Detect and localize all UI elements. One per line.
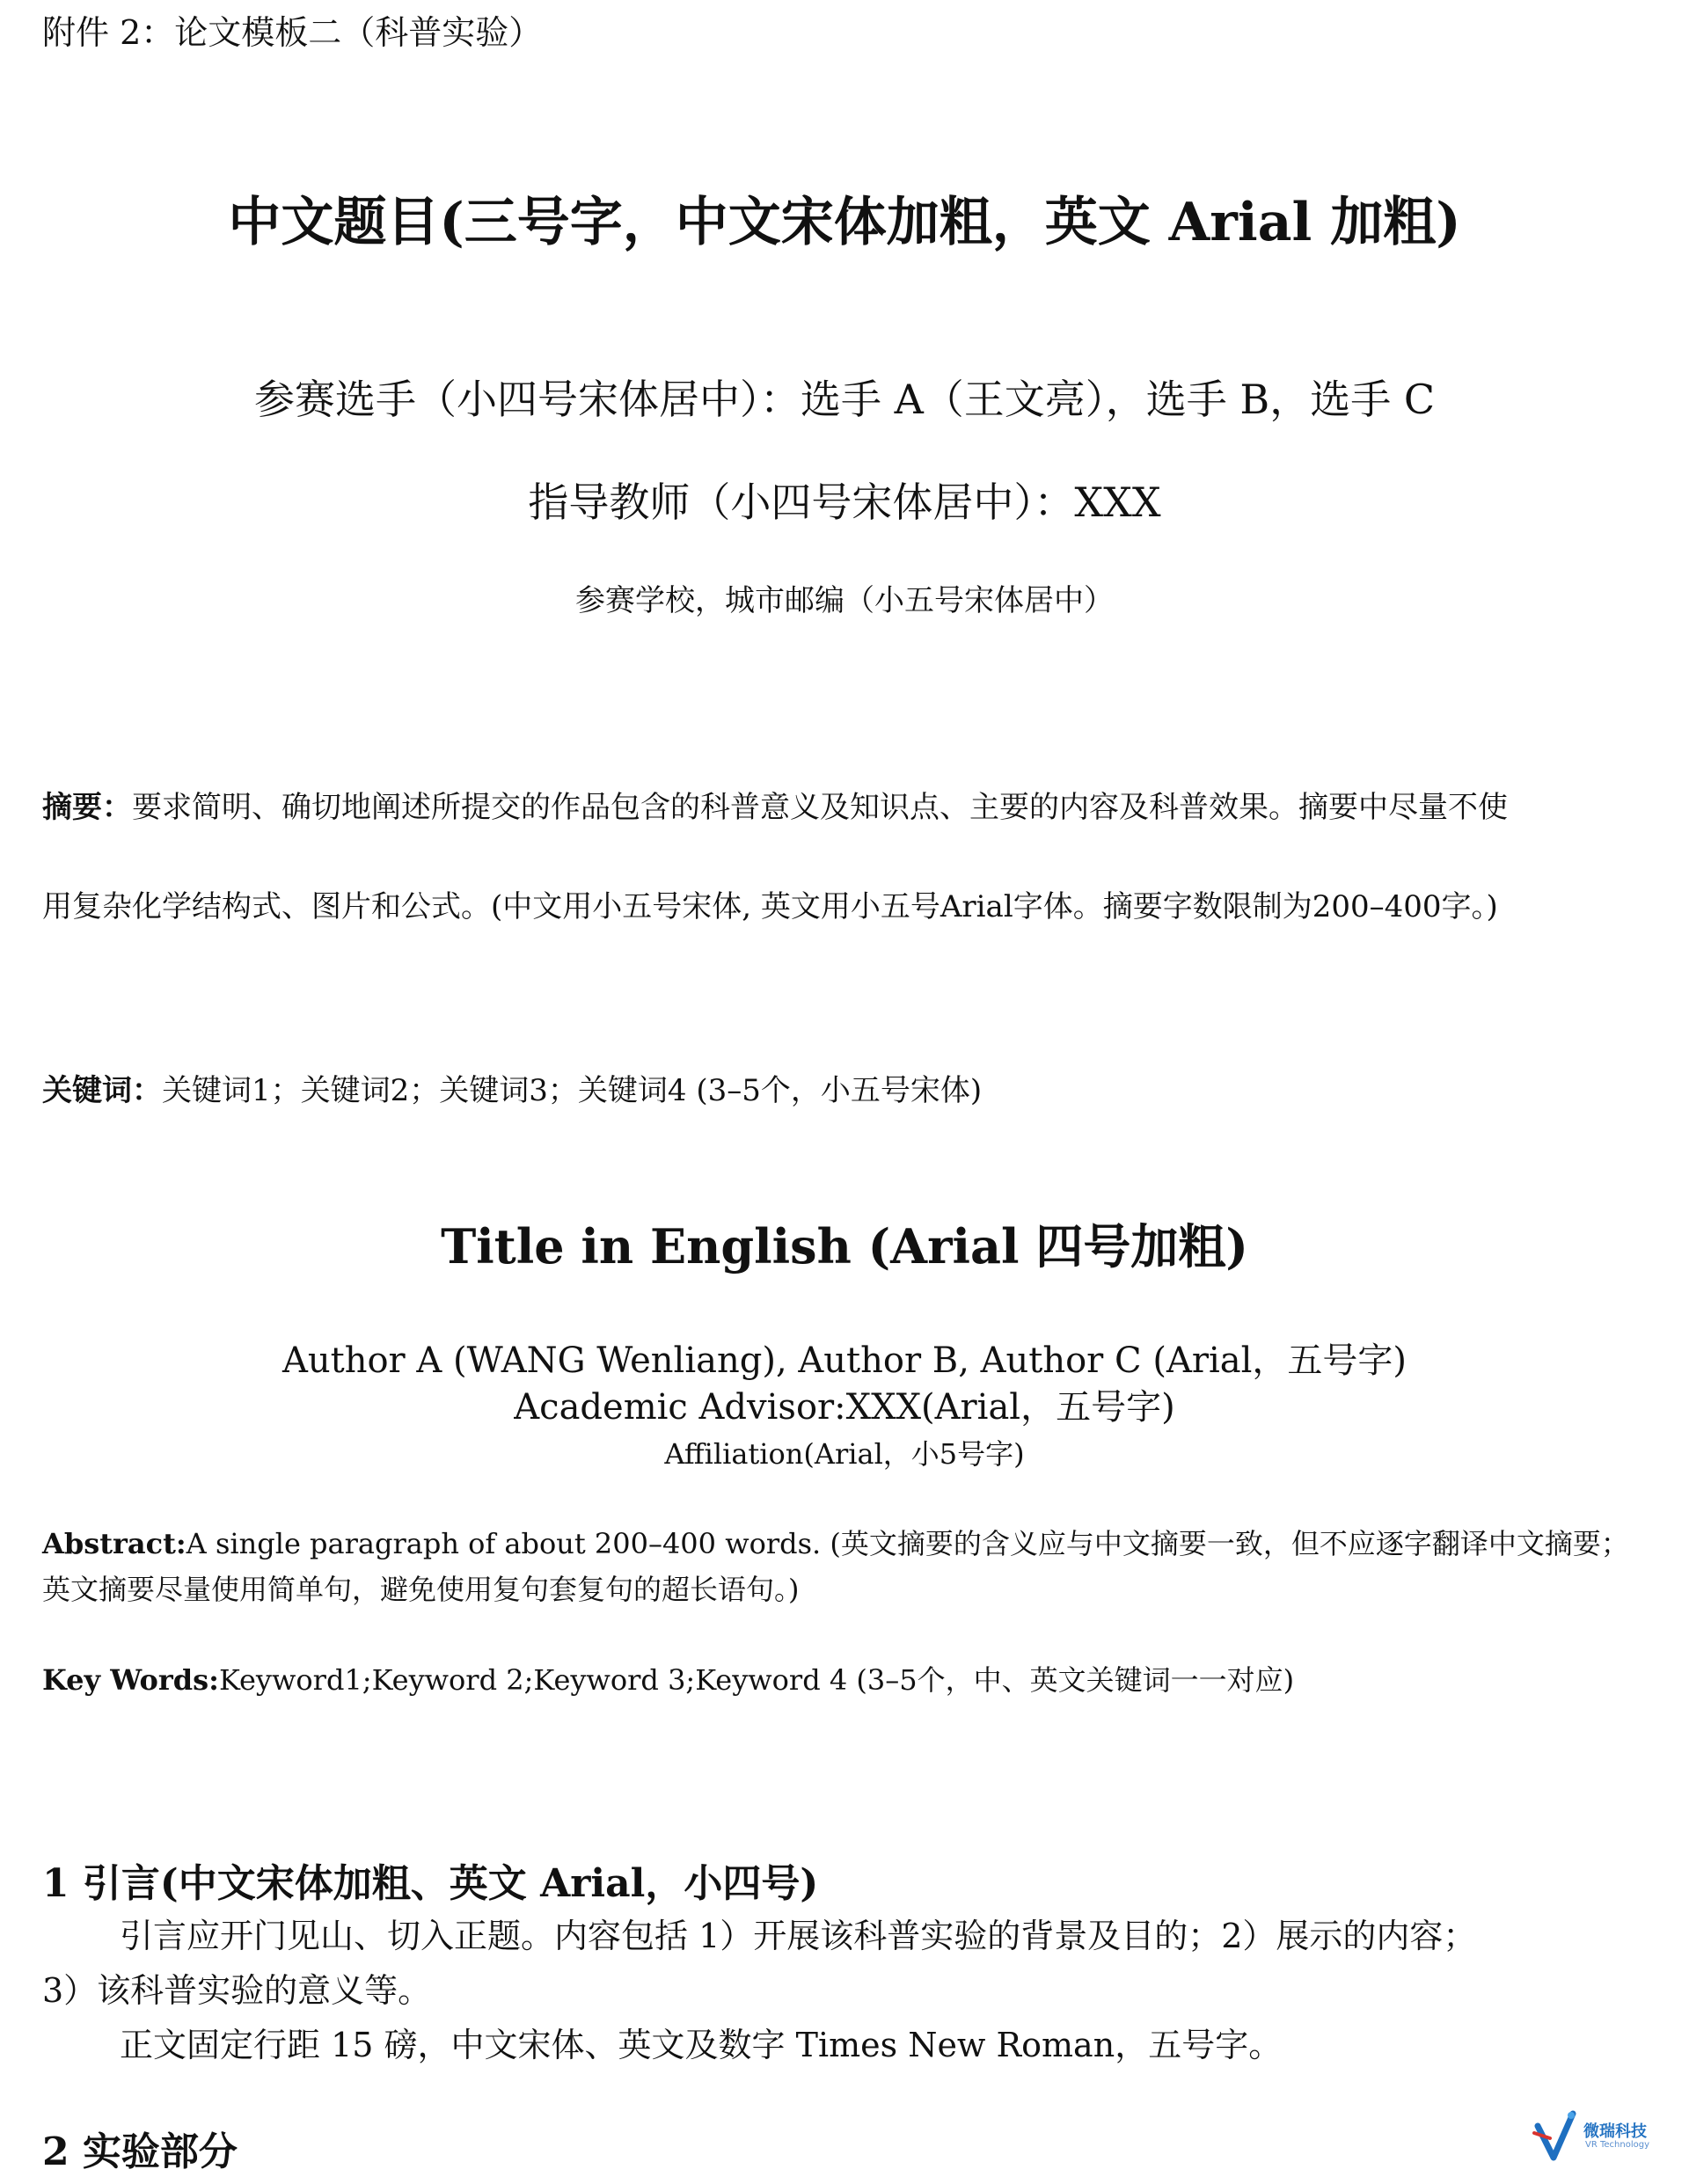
section-1-line-1: 引言应开门见山、切入正题。内容包括 1）开展该科普实验的背景及目的；2）展示的内容； <box>120 1917 1477 1955</box>
logo-mark-icon <box>1532 2107 1582 2165</box>
advisor-line: 指导教师（小四号宋体居中）：XXX <box>528 478 1161 526</box>
attachment-label: 附件 2：论文模板二（科普实验） <box>42 13 543 52</box>
english-keywords-label: Key Words: <box>42 1663 219 1697</box>
contestants-line: 参赛选手（小四号宋体居中）：选手 A（王文亮），选手 B，选手 C <box>253 376 1436 423</box>
english-authors: Author A (WANG Wenliang), Author B, Author C (Arial，五号字) <box>282 1340 1407 1381</box>
chinese-abstract-text-1: 要求简明、确切地阐述所提交的作品包含的科普意义及知识点、主要的内容及科普效果。摘要中尽量不使 <box>132 790 1508 825</box>
section-2-heading: 2 实验部分 <box>42 2129 238 2174</box>
section-1-heading: 1 引言(中文宋体加粗、英文 Arial，小四号) <box>42 1861 819 1906</box>
english-keywords <box>42 1658 1652 1698</box>
section-1-line-2: 3）该科普实验的意义等。 <box>42 1971 432 2010</box>
english-advisor: Academic Advisor:XXX(Arial，五号字) <box>514 1387 1175 1428</box>
english-title: Title in English (Arial 四号加粗) <box>441 1218 1248 1275</box>
chinese-abstract-line-2: 用复杂化学结构式、图片和公式。(中文用小五号宋体, 英文用小五号Arial字体。摘要字数限制为200–400字。) <box>42 889 1498 924</box>
english-keywords-text: Keyword1;Keyword 2;Keyword 3;Keyword 4 (3–5个，中、英文关键词一一对应) <box>218 1663 1295 1697</box>
chinese-abstract-label: 摘要： <box>42 790 132 825</box>
english-abstract-line-1 <box>42 1522 1652 1562</box>
chinese-title: 中文题目(三号字，中文宋体加粗，英文 Arial 加粗) <box>228 192 1461 253</box>
school-line: 参赛学校，城市邮编（小五号宋体居中） <box>575 583 1114 618</box>
chinese-abstract-line-1 <box>42 783 1652 826</box>
watermark-logo <box>1532 2107 1664 2168</box>
english-affiliation: Affiliation(Arial，小5号字) <box>664 1437 1025 1471</box>
english-abstract-label: Abstract: <box>42 1527 186 1560</box>
chinese-keywords-text: 关键词1；关键词2；关键词3；关键词4 (3–5个，小五号宋体) <box>162 1073 983 1108</box>
chinese-keywords <box>42 1066 1652 1109</box>
section-1-line-3: 正文固定行距 15 磅，中文宋体、英文及数字 Times New Roman，五号字。 <box>120 2026 1283 2064</box>
logo-name: 微瑞科技 <box>1583 2122 1647 2141</box>
chinese-keywords-label: 关键词： <box>42 1073 162 1108</box>
english-abstract-line-2: 英文摘要尽量使用简单句，避免使用复句套复句的超长语句。) <box>42 1573 800 1606</box>
english-abstract-text-1: A single paragraph of about 200–400 words. (英文摘要的含义应与中文摘要一致，但不应逐字翻译中文摘要； <box>186 1527 1629 1560</box>
logo-subtitle: VR Technology <box>1585 2140 1649 2150</box>
